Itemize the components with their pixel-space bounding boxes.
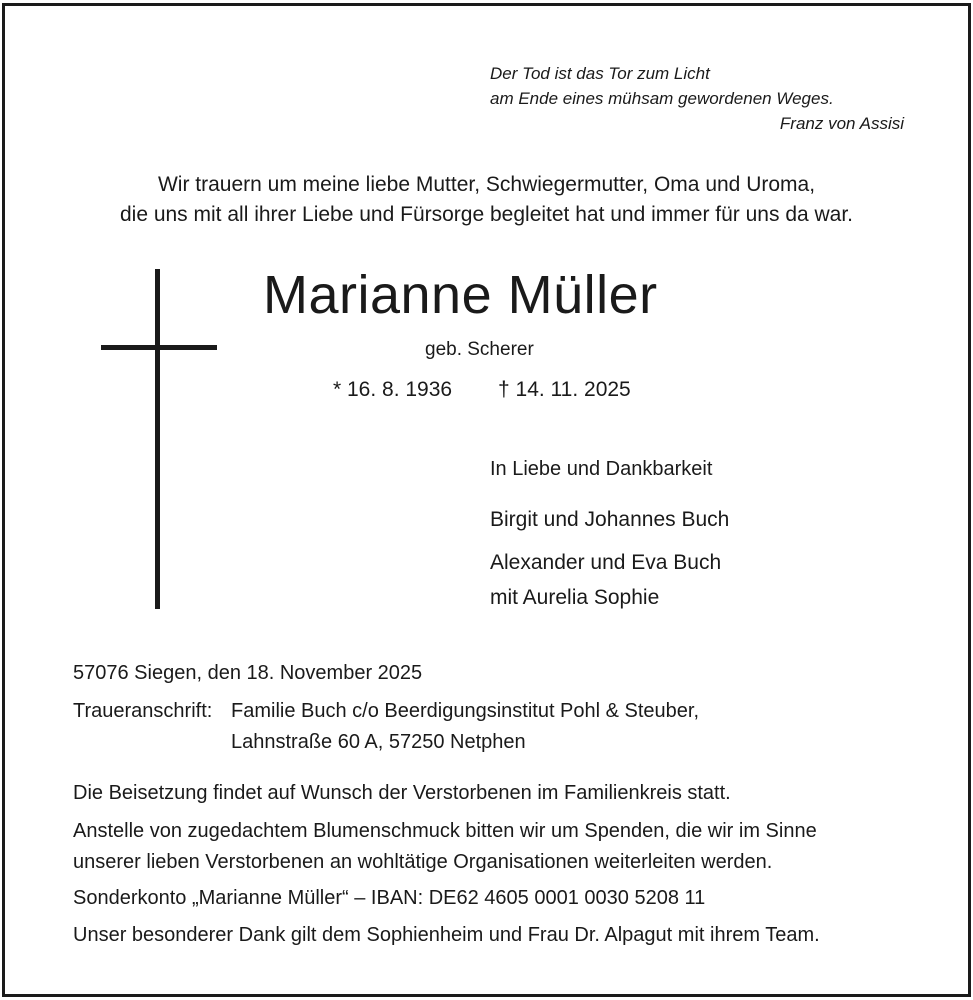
obituary-frame xyxy=(2,3,971,997)
intro-line-2: die uns mit all ihrer Liebe und Fürsorge begleitet hat und immer für uns da war. xyxy=(119,203,854,226)
quote-author: Franz von Assisi xyxy=(779,114,904,133)
place: 57076 Siegen, xyxy=(73,662,203,684)
donation-line-2: unserer lieben Verstorbenen an wohltätige Organisationen weiterleiten werden. xyxy=(73,851,773,873)
death-date: † 14. 11. 2025 xyxy=(498,378,631,401)
maiden-name: geb. Scherer xyxy=(425,339,534,360)
mourner-line-2: Alexander und Eva Buch xyxy=(490,551,722,574)
quote-line-1: Der Tod ist das Tor zum Licht xyxy=(490,64,710,83)
mourner-line-1: Birgit und Johannes Buch xyxy=(490,508,730,531)
intro-line-1: Wir trauern um meine liebe Mutter, Schwiegermutter, Oma und Uroma, xyxy=(157,173,816,196)
address-line-2: Lahnstraße 60 A, 57250 Netphen xyxy=(231,731,526,753)
thanks-note: Unser besonderer Dank gilt dem Sophienheim und Frau Dr. Alpagut mit ihrem Team. xyxy=(73,924,820,946)
birth-date: * 16. 8. 1936 xyxy=(333,378,453,401)
burial-note: Die Beisetzung findet auf Wunsch der Verstorbenen im Familienkreis statt. xyxy=(73,782,731,804)
address-label: Traueranschrift: xyxy=(73,700,213,722)
deceased-name: Marianne Müller xyxy=(263,265,658,325)
donation-line-1: Anstelle von zugedachtem Blumenschmuck bitten wir um Spenden, die wir im Sinne xyxy=(73,820,817,842)
mourners-heading: In Liebe und Dankbarkeit xyxy=(490,458,713,480)
place-date xyxy=(73,658,422,689)
mourner-line-3: mit Aurelia Sophie xyxy=(490,586,660,609)
account-info: Sonderkonto „Marianne Müller“ – IBAN: DE62 4605 0001 0030 5208 11 xyxy=(73,887,706,909)
quote-line-2: am Ende eines mühsam gewordenen Weges. xyxy=(490,89,834,108)
address-line-1: Familie Buch c/o Beerdigungsinstitut Pohl & Steuber, xyxy=(231,700,700,722)
date: den 18. November 2025 xyxy=(202,662,423,684)
